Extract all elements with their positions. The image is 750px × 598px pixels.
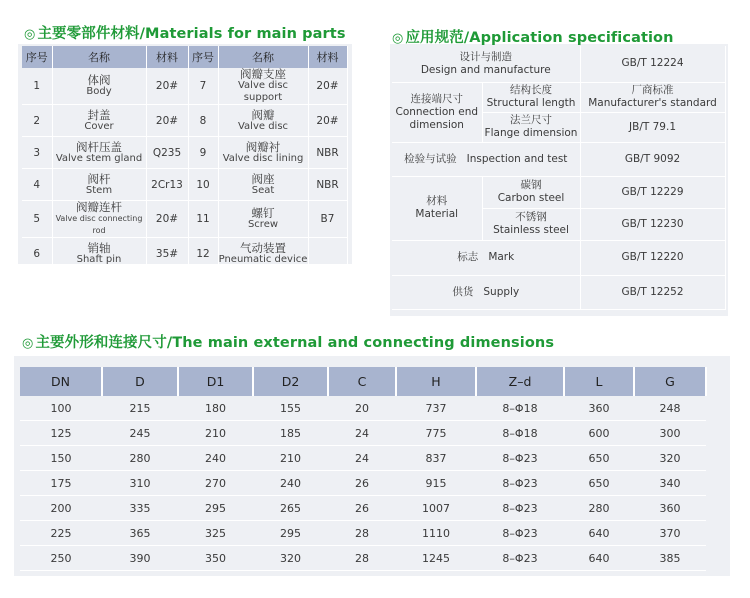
spec-table <box>392 46 726 310</box>
spec-label: 供货 Supply <box>392 275 580 309</box>
part-number: 8 <box>188 105 218 137</box>
dimension-cell: 180 <box>178 396 253 421</box>
spec-sublabel: 碳钢 Carbon steel <box>482 176 580 208</box>
dimension-cell: 385 <box>634 546 706 571</box>
spec-row <box>392 82 725 112</box>
dimension-cell: 185 <box>253 421 328 446</box>
dimension-header-cell: DN <box>20 367 102 396</box>
spec-row <box>392 176 725 208</box>
spec-standard: GB/T 12224 <box>580 46 725 82</box>
materials-row <box>22 137 347 169</box>
part-name: 体阀 Body <box>52 68 146 105</box>
part-number: 4 <box>22 169 52 201</box>
part-material: Q235 <box>146 137 188 169</box>
dimension-cell: 650 <box>564 446 634 471</box>
dimension-cell: 335 <box>102 496 178 521</box>
dimension-cell: 320 <box>253 546 328 571</box>
dimension-cell: 210 <box>178 421 253 446</box>
dimensions-table <box>20 367 707 571</box>
header-no: 序号 <box>188 46 218 68</box>
materials-row <box>22 201 347 238</box>
dimension-cell: 295 <box>253 521 328 546</box>
part-number: 2 <box>22 105 52 137</box>
dimension-cell: 915 <box>396 471 476 496</box>
part-material: B7 <box>308 201 347 238</box>
spec-sublabel: 结构长度 Structural length <box>482 82 580 112</box>
dimension-cell: 837 <box>396 446 476 471</box>
dimension-cell: 175 <box>20 471 102 496</box>
dimensions-row <box>20 396 706 421</box>
dimension-cell: 28 <box>328 546 396 571</box>
dimension-cell: 370 <box>634 521 706 546</box>
spec-row <box>392 46 725 82</box>
dimension-cell: 8–Φ18 <box>476 396 564 421</box>
dimension-cell: 26 <box>328 471 396 496</box>
spec-label: 检验与试验 Inspection and test <box>392 142 580 176</box>
part-material: 20# <box>146 201 188 238</box>
dimension-cell: 240 <box>253 471 328 496</box>
dimension-cell: 350 <box>178 546 253 571</box>
dimension-cell: 1007 <box>396 496 476 521</box>
dimension-cell: 210 <box>253 446 328 471</box>
dimension-cell: 265 <box>253 496 328 521</box>
part-material: 2Cr13 <box>146 169 188 201</box>
dimension-cell: 125 <box>20 421 102 446</box>
dimension-header-cell: D <box>102 367 178 396</box>
dimensions-row <box>20 421 706 446</box>
dimension-cell: 24 <box>328 421 396 446</box>
part-name: 螺钉 Screw <box>218 201 308 238</box>
materials-table <box>22 46 348 270</box>
dimension-cell: 270 <box>178 471 253 496</box>
dimensions-title: ◎ 主要外形和连接尺寸/The main external and connecting dimensions <box>22 335 555 351</box>
materials-title: ◎ 主要零部件材料/Materials for main parts <box>24 26 346 42</box>
part-material: 20# <box>146 105 188 137</box>
spec-label: 设计与制造 Design and manufacture <box>392 46 580 82</box>
spec-label: 材料 Material <box>392 176 482 240</box>
dimensions-row <box>20 521 706 546</box>
dimension-header-cell: L <box>564 367 634 396</box>
part-material: NBR <box>308 169 347 201</box>
part-number: 6 <box>22 238 52 270</box>
part-name: 阀瓣连杆 Valve disc connecting rod <box>52 201 146 238</box>
dimension-cell: 155 <box>253 396 328 421</box>
part-name: 销轴 Shaft pin <box>52 238 146 270</box>
dimension-cell: 200 <box>20 496 102 521</box>
dimensions-row <box>20 446 706 471</box>
header-name: 名称 <box>218 46 308 68</box>
spec-standard: GB/T 9092 <box>580 142 725 176</box>
materials-row <box>22 238 347 270</box>
dimension-cell: 310 <box>102 471 178 496</box>
dimension-cell: 340 <box>634 471 706 496</box>
spec-label: 连接端尺寸 Connection end dimension <box>392 82 482 142</box>
part-material: 35# <box>146 238 188 270</box>
spec-standard: 厂商标准 Manufacturer's standard <box>580 82 725 112</box>
spec-title: ◎ 应用规范/Application specification <box>392 30 674 46</box>
part-material <box>308 238 347 270</box>
materials-row <box>22 105 347 137</box>
part-material: 20# <box>308 68 347 105</box>
dimension-cell: 26 <box>328 496 396 521</box>
dimension-cell: 775 <box>396 421 476 446</box>
spec-label: 标志 Mark <box>392 240 580 275</box>
part-material: 20# <box>308 105 347 137</box>
dimension-cell: 215 <box>102 396 178 421</box>
dimension-cell: 295 <box>178 496 253 521</box>
header-material: 材料 <box>146 46 188 68</box>
spec-sublabel: 法兰尺寸 Flange dimension <box>482 112 580 142</box>
spec-row <box>392 142 725 176</box>
circle-bullet-icon: ◎ <box>392 31 404 46</box>
part-number: 3 <box>22 137 52 169</box>
header-name: 名称 <box>52 46 146 68</box>
spec-standard: GB/T 12230 <box>580 208 725 240</box>
dimension-cell: 8–Φ23 <box>476 521 564 546</box>
dimension-cell: 325 <box>178 521 253 546</box>
dimension-cell: 240 <box>178 446 253 471</box>
part-number: 12 <box>188 238 218 270</box>
dimension-cell: 1245 <box>396 546 476 571</box>
header-no: 序号 <box>22 46 52 68</box>
dimension-cell: 600 <box>564 421 634 446</box>
dimension-cell: 280 <box>102 446 178 471</box>
dimension-header-cell: H <box>396 367 476 396</box>
dimension-cell: 640 <box>564 521 634 546</box>
dimension-cell: 360 <box>634 496 706 521</box>
dimension-cell: 245 <box>102 421 178 446</box>
materials-header-row <box>22 46 347 68</box>
part-name: 阀座 Seat <box>218 169 308 201</box>
spec-standard: JB/T 79.1 <box>580 112 725 142</box>
circle-bullet-icon: ◎ <box>24 27 36 42</box>
dimension-cell: 280 <box>564 496 634 521</box>
dimension-cell: 8–Φ23 <box>476 471 564 496</box>
spec-row <box>392 275 725 309</box>
part-number: 11 <box>188 201 218 238</box>
part-name: 阀杆压盖 Valve stem gland <box>52 137 146 169</box>
spec-standard: GB/T 12220 <box>580 240 725 275</box>
dimension-cell: 8–Φ23 <box>476 546 564 571</box>
dimension-cell: 390 <box>102 546 178 571</box>
dimension-header-cell: Z–d <box>476 367 564 396</box>
dimension-cell: 100 <box>20 396 102 421</box>
dimension-cell: 8–Φ23 <box>476 446 564 471</box>
dimension-cell: 365 <box>102 521 178 546</box>
dimension-header-cell: G <box>634 367 706 396</box>
dimension-header-cell: D1 <box>178 367 253 396</box>
spec-standard: GB/T 12229 <box>580 176 725 208</box>
part-name: 封盖 Cover <box>52 105 146 137</box>
dimension-cell: 225 <box>20 521 102 546</box>
spec-sublabel: 不锈钢 Stainless steel <box>482 208 580 240</box>
dimension-cell: 650 <box>564 471 634 496</box>
dimensions-row <box>20 546 706 571</box>
dimension-header-cell: D2 <box>253 367 328 396</box>
header-material: 材料 <box>308 46 347 68</box>
dimensions-row <box>20 471 706 496</box>
circle-bullet-icon: ◎ <box>22 336 34 351</box>
dimension-cell: 1110 <box>396 521 476 546</box>
spec-standard: GB/T 12252 <box>580 275 725 309</box>
dimension-cell: 320 <box>634 446 706 471</box>
dimension-cell: 640 <box>564 546 634 571</box>
part-material: 20# <box>146 68 188 105</box>
dimensions-row <box>20 496 706 521</box>
dimension-header-cell: C <box>328 367 396 396</box>
part-name: 阀瓣支座 Valve disc support <box>218 68 308 105</box>
part-name: 阀瓣衬 Valve disc lining <box>218 137 308 169</box>
materials-row <box>22 169 347 201</box>
dimension-cell: 248 <box>634 396 706 421</box>
dimension-cell: 737 <box>396 396 476 421</box>
dimension-cell: 300 <box>634 421 706 446</box>
spec-row <box>392 240 725 275</box>
part-material: NBR <box>308 137 347 169</box>
part-number: 7 <box>188 68 218 105</box>
dimension-cell: 150 <box>20 446 102 471</box>
part-name: 阀杆 Stem <box>52 169 146 201</box>
part-number: 5 <box>22 201 52 238</box>
dimension-cell: 24 <box>328 446 396 471</box>
materials-row <box>22 68 347 105</box>
dimension-cell: 8–Φ18 <box>476 421 564 446</box>
dimension-cell: 250 <box>20 546 102 571</box>
part-number: 9 <box>188 137 218 169</box>
part-name: 气动装置 Pneumatic device <box>218 238 308 270</box>
dimension-cell: 8–Φ23 <box>476 496 564 521</box>
dimension-cell: 28 <box>328 521 396 546</box>
dimensions-header-row <box>20 367 706 396</box>
part-number: 10 <box>188 169 218 201</box>
part-name: 阀瓣 Valve disc <box>218 105 308 137</box>
dimension-cell: 20 <box>328 396 396 421</box>
part-number: 1 <box>22 68 52 105</box>
dimension-cell: 360 <box>564 396 634 421</box>
